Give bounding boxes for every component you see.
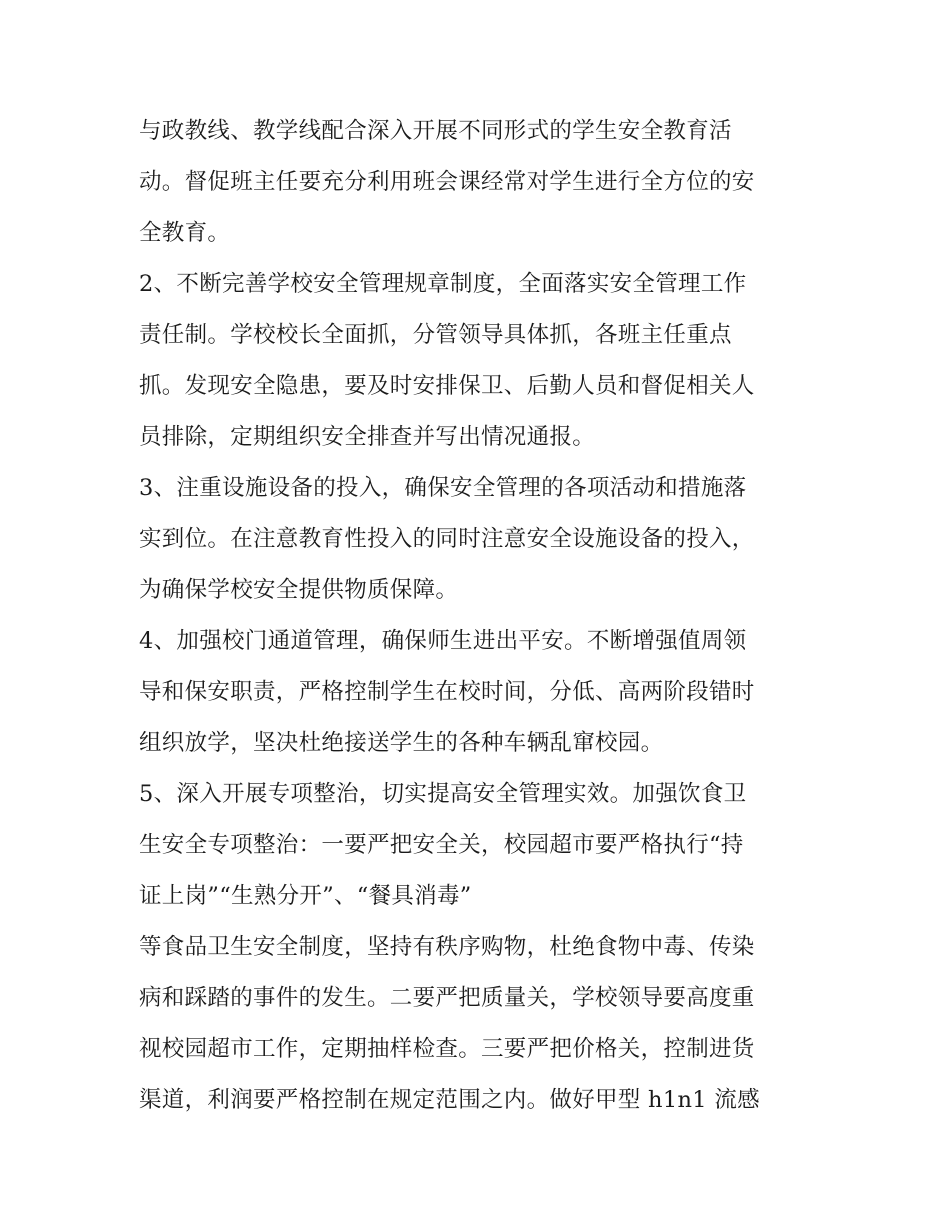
text-line: 病和踩踏的事件的发生。二要严把质量关，学校领导要高度重 [139, 985, 755, 1011]
text-line: 员排除，定期组织安全排查并写出情况通报。 [139, 424, 596, 450]
text-line: 实到位。在注意教育性投入的同时注意安全设施设备的投入， [139, 526, 755, 552]
text-line: 与政教线、教学线配合深入开展不同形式的学生安全教育活 [139, 118, 732, 144]
text-line: 抓。发现安全隐患，要及时安排保卫、后勤人员和督促相关人 [139, 373, 755, 399]
text-line: 视校园超市工作，定期抽样检查。三要严把价格关，控制进货 [139, 1036, 755, 1062]
text-line: 生安全专项整治：一要严把安全关，校园超市要严格执行“持 [139, 832, 744, 858]
text-line: 动。督促班主任要充分利用班会课经常对学生进行全方位的安 [139, 169, 755, 195]
text-line: 组织放学，坚决杜绝接送学生的各种车辆乱窜校园。 [139, 730, 664, 756]
text-line: 渠道，利润要严格控制在规定范围之内。做好甲型 h1n1 流感 [139, 1087, 760, 1113]
document-body [139, 106, 829, 1126]
text-line: 全教育。 [139, 220, 231, 246]
text-line: 证上岗”“生熟分开”、“餐具消毒” [139, 883, 472, 909]
text-line: 等食品卫生安全制度，坚持有秩序购物，杜绝食物中毒、传染 [139, 934, 755, 960]
text-line: 4、加强校门通道管理，确保师生进出平安。不断增强值周领 [139, 628, 747, 654]
text-line: 5、深入开展专项整治，切实提高安全管理实效。加强饮食卫 [139, 781, 747, 807]
text-line: 为确保学校安全提供物质保障。 [139, 577, 459, 603]
text-line: 责任制。学校校长全面抓，分管领导具体抓，各班主任重点 [139, 322, 732, 348]
text-line: 导和保安职责，严格控制学生在校时间，分低、高两阶段错时 [139, 679, 755, 705]
text-line: 3、注重设施设备的投入，确保安全管理的各项活动和措施落 [139, 475, 747, 501]
text-line: 2、不断完善学校安全管理规章制度，全面落实安全管理工作 [139, 271, 747, 297]
